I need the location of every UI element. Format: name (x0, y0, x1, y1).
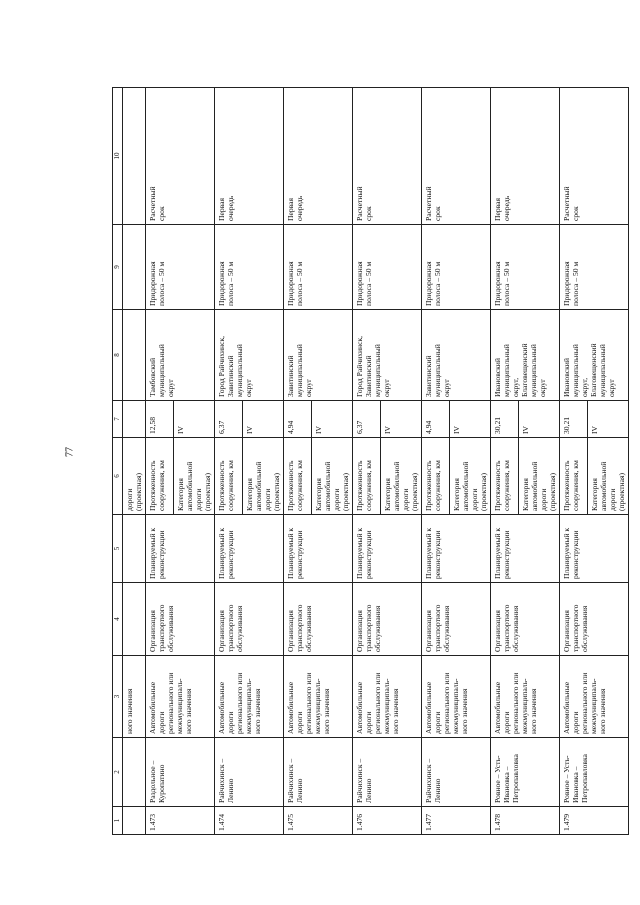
object-location: Ивановский муниципальный округ, Благовещенский муниципальный округ (560, 310, 629, 401)
column-number: 6 (113, 438, 123, 515)
object-purpose: Организация транспортного обслуживания (215, 583, 284, 656)
column-number: 7 (113, 401, 123, 438)
parameter-length: Протяженность сооружения, км (284, 438, 312, 515)
object-status: Планируемый к реконструкции (215, 515, 284, 583)
object-type: Автомобильные дороги регионального или межмуниципаль- ного значения (491, 656, 560, 738)
row-number: 1.475 (284, 807, 353, 835)
value-category: IV (519, 401, 560, 438)
column-number: 9 (113, 225, 123, 310)
empty-cell (123, 738, 146, 807)
implementation-term: Расчетный срок (422, 88, 491, 225)
object-purpose: Организация транспортного обслуживания (491, 583, 560, 656)
column-number-row (113, 88, 123, 835)
column-number: 1 (113, 807, 123, 835)
value-length: 4,94 (284, 401, 312, 438)
column-number: 2 (113, 738, 123, 807)
object-status: Планируемый к реконструкции (491, 515, 560, 583)
table-row (284, 88, 312, 835)
parameter-category: Категория автомобильной дороги (проектная) (243, 438, 284, 515)
parameter-category: Категория автомобильной дороги (проектная) (588, 438, 629, 515)
object-name: Райчихинск – Ленино (353, 738, 422, 807)
zone-characteristic: Придорожная полоса – 50 м (491, 225, 560, 310)
implementation-term: Расчетный срок (560, 88, 629, 225)
empty-cell (123, 310, 146, 401)
object-purpose: Организация транспортного обслуживания (353, 583, 422, 656)
object-status: Планируемый к реконструкции (146, 515, 215, 583)
object-purpose: Организация транспортного обслуживания (146, 583, 215, 656)
parameter-category: Категория автомобильной дороги (проектная) (450, 438, 491, 515)
zone-characteristic: Придорожная полоса – 50 м (146, 225, 215, 310)
parameter-length: Протяженность сооружения, км (215, 438, 243, 515)
object-name: Ровное – Усть- Ивановка – Петропавловка (560, 738, 629, 807)
row-number: 1.479 (560, 807, 629, 835)
column-number: 3 (113, 656, 123, 738)
table-row (422, 88, 450, 835)
empty-cell (123, 807, 146, 835)
zone-characteristic: Придорожная полоса – 50 м (215, 225, 284, 310)
object-location: Завитинский муниципальный округ (284, 310, 353, 401)
document-table-container (112, 88, 626, 835)
value-category: IV (243, 401, 284, 438)
table-row (146, 88, 174, 835)
empty-cell (123, 583, 146, 656)
parameter-length: Протяженность сооружения, км (422, 438, 450, 515)
implementation-term: Расчетный срок (146, 88, 215, 225)
column-number: 4 (113, 583, 123, 656)
parameter-length: Протяженность сооружения, км (353, 438, 381, 515)
object-type: Автомобильные дороги регионального или межмуниципаль- ного значения (560, 656, 629, 738)
parameter-length: Протяженность сооружения, км (491, 438, 519, 515)
parameter-category: Категория автомобильной дороги (проектная) (381, 438, 422, 515)
column-number: 5 (113, 515, 123, 583)
table-row (353, 88, 381, 835)
object-status: Планируемый к реконструкции (560, 515, 629, 583)
object-location: Ивановский муниципальный округ, Благовещенский муниципальный округ (491, 310, 560, 401)
value-category: IV (312, 401, 353, 438)
implementation-term: Расчетный срок (353, 88, 422, 225)
column-number: 8 (113, 310, 123, 401)
row-number: 1.474 (215, 807, 284, 835)
value-category: IV (174, 401, 215, 438)
infrastructure-table (112, 87, 629, 835)
continuation-row (123, 88, 146, 835)
value-category: IV (450, 401, 491, 438)
object-type: Автомобильные дороги регионального или межмуниципаль- ного значения (215, 656, 284, 738)
value-length: 6,37 (215, 401, 243, 438)
implementation-term: Первая очередь (491, 88, 560, 225)
object-purpose: Организация транспортного обслуживания (560, 583, 629, 656)
object-name: Раздольное – Куропатино (146, 738, 215, 807)
value-category: IV (588, 401, 629, 438)
value-length: 6,37 (353, 401, 381, 438)
row-number: 1.476 (353, 807, 422, 835)
parameter-length: Протяженность сооружения, км (560, 438, 588, 515)
empty-cell (123, 225, 146, 310)
object-purpose: Организация транспортного обслуживания (422, 583, 491, 656)
row-number: 1.477 (422, 807, 491, 835)
value-length: 30,21 (560, 401, 588, 438)
empty-cell (123, 88, 146, 225)
zone-characteristic: Придорожная полоса – 50 м (284, 225, 353, 310)
page-number: 77 (64, 447, 76, 457)
object-location: Город Райчихинск, Завитинский муниципальный округ (215, 310, 284, 401)
row-number: 1.473 (146, 807, 215, 835)
value-category: IV (381, 401, 422, 438)
table-row (215, 88, 243, 835)
object-name: Райчихинск – Ленино (215, 738, 284, 807)
value-length: 12,58 (146, 401, 174, 438)
parameter-category: Категория автомобильной дороги (проектная) (312, 438, 353, 515)
continuation-type-cell: ного значения (123, 656, 146, 738)
parameter-category: Категория автомобильной дороги (проектная) (519, 438, 560, 515)
object-location: Тамбовский муниципальный округ (146, 310, 215, 401)
object-name: Райчихинск – Ленино (422, 738, 491, 807)
object-purpose: Организация транспортного обслуживания (284, 583, 353, 656)
table-row (560, 88, 588, 835)
empty-cell (123, 515, 146, 583)
row-number: 1.478 (491, 807, 560, 835)
object-status: Планируемый к реконструкции (284, 515, 353, 583)
empty-cell (123, 401, 146, 438)
parameter-length: Протяженность сооружения, км (146, 438, 174, 515)
value-length: 30,21 (491, 401, 519, 438)
continuation-param-cell: дороги (проектная) (123, 438, 146, 515)
implementation-term: Первая очередь (215, 88, 284, 225)
implementation-term: Первая очередь (284, 88, 353, 225)
zone-characteristic: Придорожная полоса – 50 м (560, 225, 629, 310)
object-type: Автомобильные дороги регионального или межмуниципаль- ного значения (146, 656, 215, 738)
zone-characteristic: Придорожная полоса – 50 м (353, 225, 422, 310)
object-name: Райчихинск – Ленино (284, 738, 353, 807)
object-type: Автомобильные дороги регионального или межмуниципаль- ного значения (284, 656, 353, 738)
parameter-category: Категория автомобильной дороги (проектная) (174, 438, 215, 515)
object-status: Планируемый к реконструкции (353, 515, 422, 583)
table-row (491, 88, 519, 835)
object-type: Автомобильные дороги регионального или межмуниципаль- ного значения (353, 656, 422, 738)
zone-characteristic: Придорожная полоса – 50 м (422, 225, 491, 310)
object-status: Планируемый к реконструкции (422, 515, 491, 583)
object-name: Ровное – Усть- Ивановка – Петропавловка (491, 738, 560, 807)
column-number: 10 (113, 88, 123, 225)
object-location: Город Райчихинск, Завитинский муниципальный округ (353, 310, 422, 401)
object-location: Завитинский муниципальный округ (422, 310, 491, 401)
value-length: 4,94 (422, 401, 450, 438)
object-type: Автомобильные дороги регионального или межмуниципаль- ного значения (422, 656, 491, 738)
